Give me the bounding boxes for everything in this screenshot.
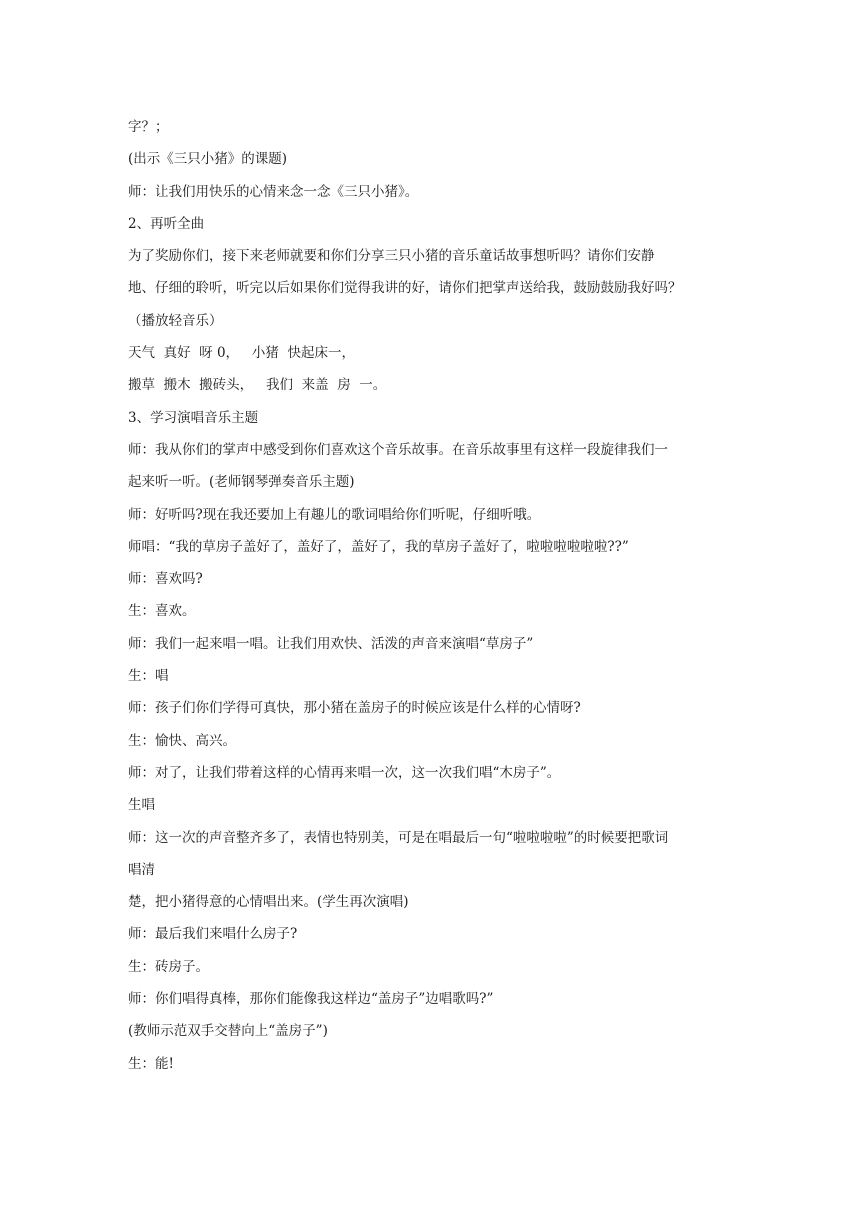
text-line: (出示《三只小猪》的课题)	[128, 151, 288, 168]
text-line: 生：唱	[128, 668, 169, 685]
text-line: 生：能!	[128, 1055, 174, 1072]
text-line: 师唱：“我的草房子盖好了，盖好了，盖好了，我的草房子盖好了，啦啦啦啦啦啦??”	[128, 538, 629, 555]
text-line: 师：最后我们来唱什么房子?	[128, 926, 298, 943]
text-line: 师：让我们用快乐的心情来念一念《三只小猪》。	[128, 183, 419, 200]
text-line: 为了奖励你们，接下来老师就要和你们分享三只小猪的音乐童话故事想听吗？请你们安静	[128, 248, 655, 265]
text-line: 师：我从你们的掌声中感受到你们喜欢这个音乐故事。在音乐故事里有这样一段旋律我们一	[128, 441, 668, 458]
lyric-line: 天气 真好 呀 0， 小猪 快起床一，	[128, 345, 356, 362]
text-line: 师：我们一起来唱一唱。让我们用欢快、活泼的声音来演唱“草房子”	[128, 635, 534, 652]
text-line: 师：好听吗?现在我还要加上有趣儿的歌词唱给你们听呢，仔细听哦。	[128, 506, 541, 523]
text-line: 生：愉快、高兴。	[128, 732, 236, 749]
text-line: 楚，把小猪得意的心情唱出来。(学生再次演唱)	[128, 894, 409, 911]
section-heading: 2、再听全曲	[128, 215, 205, 232]
lyric-line: 搬草 搬木 搬砖头， 我们 来盖 房 一。	[128, 377, 387, 394]
text-line: （播放轻音乐）	[128, 312, 223, 329]
text-line: 地、仔细的聆听，听完以后如果你们觉得我讲的好，请你们把掌声送给我，鼓励鼓励我好吗？	[128, 280, 682, 297]
text-line: (教师示范双手交替向上“盖房子”)	[128, 1023, 328, 1040]
text-line: 师：这一次的声音整齐多了，表情也特别美，可是在唱最后一句“啦啦啦啦”的时候要把歌词	[128, 829, 669, 846]
text-line: 生：砖房子。	[128, 958, 209, 975]
text-line: 师：你们唱得真棒，那你们能像我这样边“盖房子”边唱歌吗?”	[128, 991, 494, 1008]
document-body	[128, 111, 738, 1080]
text-line: 唱清	[128, 861, 155, 878]
text-line: 师：孩子们你们学得可真快，那小猪在盖房子的时候应该是什么样的心情呀?	[128, 700, 581, 717]
text-line: 生唱	[128, 797, 155, 814]
text-line: 生：喜欢。	[128, 603, 196, 620]
text-line: 起来听一听。(老师钢琴弹奏音乐主题)	[128, 474, 355, 491]
text-line: 字？；	[128, 119, 169, 135]
section-heading: 3、学习演唱音乐主题	[128, 409, 259, 426]
text-line: 师：喜欢吗?	[128, 571, 203, 588]
text-line: 师：对了，让我们带着这样的心情再来唱一次，这一次我们唱“木房子”。	[128, 764, 561, 781]
